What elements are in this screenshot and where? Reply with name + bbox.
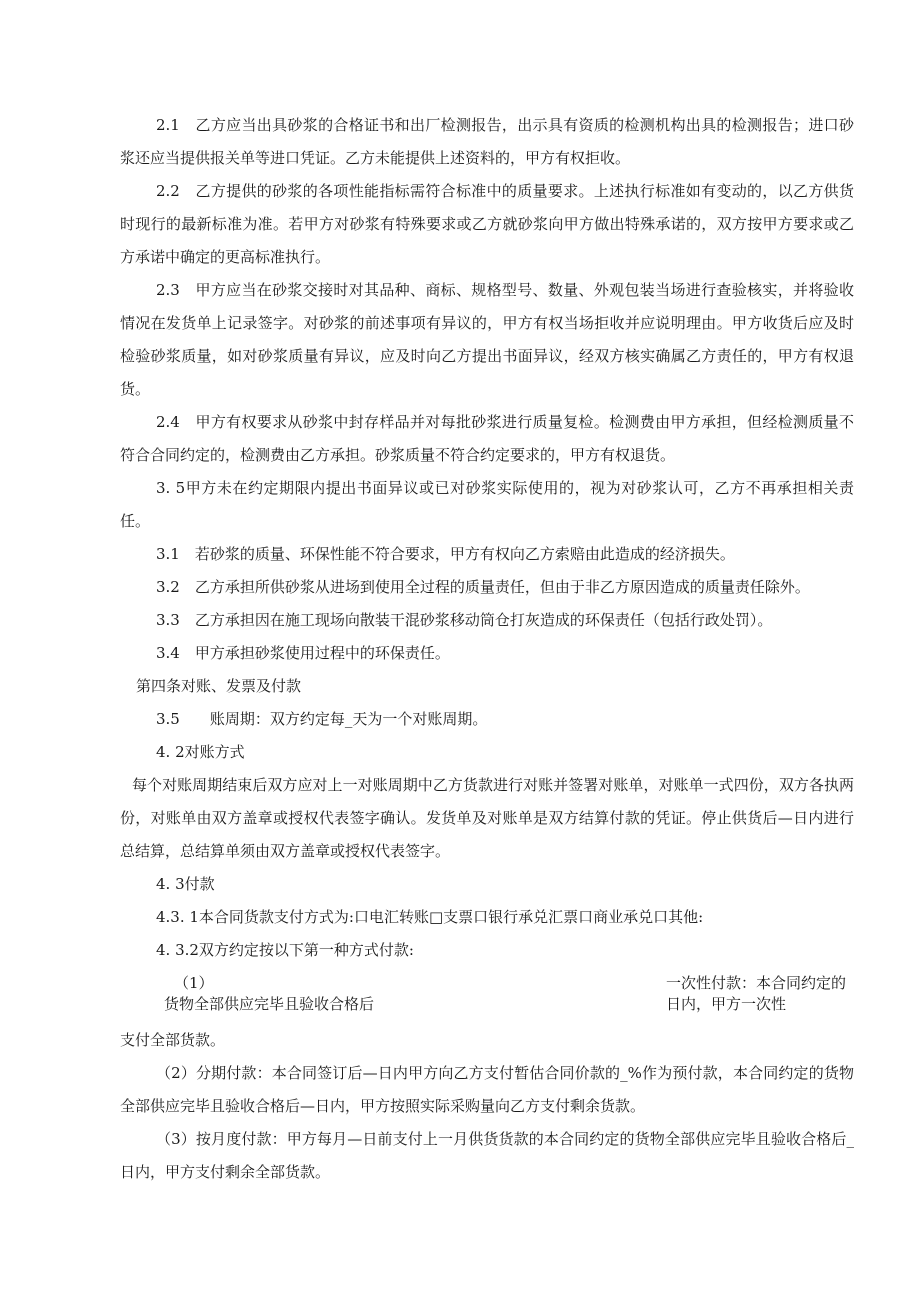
clause-4-3-title: 4. 3付款 <box>156 875 215 893</box>
option-1-number: （1） <box>174 974 214 992</box>
clause-4-3-1: 4.3. 1本合同货款支付方式为:口电汇转账□支票口银行承兑汇票口商业承兑口其他: <box>156 908 704 926</box>
clause-2-3: 2.3 甲方应当在砂浆交接时对其品种、商标、规格型号、数量、外观包装当场进行查验核实，并将验收情况在发货单上记录签字。对砂浆的前述事项有异议的，甲方有权当场拒收并应说明理由。甲方收货后应及时检验砂浆质量，如对砂浆质量有异议，应及时向乙方提出书面异议，经双方核实确属乙方责任的，甲方有权退货。 <box>120 281 854 398</box>
clause-3-4: 3.4 甲方承担砂浆使用过程中的环保责任。 <box>156 644 450 662</box>
option-1-tail: 支付全部货款。 <box>120 1031 226 1049</box>
option-3-monthly: （3）按月度付款：甲方每月—日前支付上一月供货货款的本合同约定的货物全部供应完毕且验收合格后_日内，甲方支付剩余全部货款。 <box>120 1130 854 1181</box>
clause-4-2-title: 4. 2对账方式 <box>156 743 245 761</box>
clause-3-5-objection: 3. 5甲方未在约定期限内提出书面异议或已对砂浆实际使用的，视为对砂浆认可，乙方不再承担相关责任。 <box>120 479 854 530</box>
option-1-within-days: 日内，甲方一次性 <box>666 995 787 1013</box>
clause-3-1: 3.1 若砂浆的质量、环保性能不符合要求，甲方有权向乙方索赔由此造成的经济损失。 <box>156 545 735 563</box>
option-1-left-column <box>164 973 424 1015</box>
clause-3-3: 3.3 乙方承担因在施工现场向散装干混砂浆移动筒仓打灰造成的环保责任（包括行政处罚）。 <box>156 611 773 629</box>
option-2-installments: （2）分期付款：本合同签订后—日内甲方向乙方支付暂估合同价款的_%作为预付款，本合同约定的货物全部供应完毕且验收合格后—日内，甲方按照实际采购量向乙方支付剩余货款。 <box>120 1064 854 1115</box>
option-1-condition: 货物全部供应完毕且验收合格后 <box>164 995 375 1013</box>
option-1-right-column <box>666 973 856 1015</box>
clause-3-5-period: 3.5 账周期：双方约定每_天为一个对账周期。 <box>156 710 488 728</box>
clause-4-3-2: 4. 3.2双方约定按以下第一种方式付款: <box>156 941 414 959</box>
article-4-title: 第四条对账、发票及付款 <box>136 677 302 695</box>
clause-3-2: 3.2 乙方承担所供砂浆从进场到使用全过程的质量责任，但由于非乙方原因造成的质量责任除外。 <box>156 578 810 596</box>
option-1-lump-sum: 一次性付款：本合同约定的 <box>666 974 847 992</box>
clause-2-4: 2.4 甲方有权要求从砂浆中封存样品并对每批砂浆进行质量复检。检测费由甲方承担，但经检测质量不符合合同约定的，检测费由乙方承担。砂浆质量不符合约定要求的，甲方有权退货。 <box>120 413 854 464</box>
clause-2-2: 2.2 乙方提供的砂浆的各项性能指标需符合标准中的质量要求。上述执行标准如有变动的，以乙方供货时现行的最新标准为准。若甲方对砂浆有特殊要求或乙方就砂浆向甲方做出特殊承诺的，双方按甲方要求或乙方承诺中确定的更高标准执行。 <box>120 182 854 266</box>
clause-4-2-body: 每个对账周期结束后双方应对上一对账周期中乙方货款进行对账并签署对账单，对账单一式四份，双方各执两份，对账单由双方盖章或授权代表签字确认。发货单及对账单是双方结算付款的凭证。停止供货后—日内进行总结算，总结算单须由双方盖章或授权代表签字。 <box>120 776 854 860</box>
clause-2-1: 2.1 乙方应当出具砂浆的合格证书和出厂检测报告，出示具有资质的检测机构出具的检测报告；进口砂浆还应当提供报关单等进口凭证。乙方未能提供上述资料的，甲方有权拒收。 <box>120 116 854 167</box>
